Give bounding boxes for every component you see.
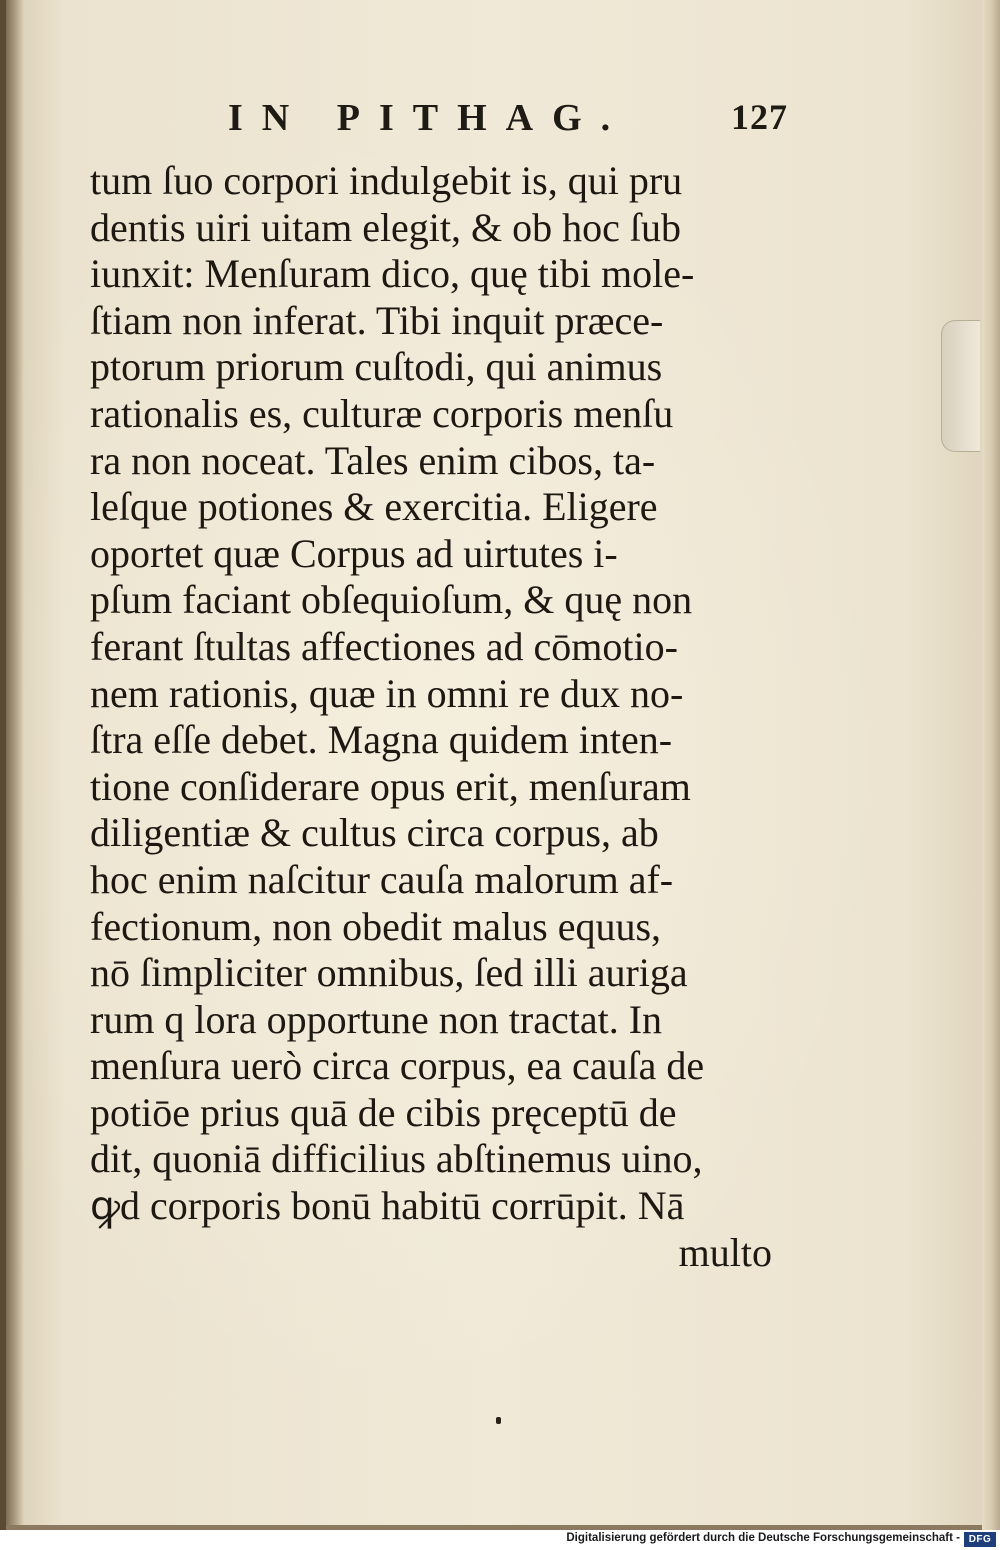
ink-mark xyxy=(496,1417,501,1424)
text-line: ſtra eſſe debet. Magna quidem inten- xyxy=(90,717,673,763)
text-line: ꝙd corporis bonū habitū corrūpit. Nā xyxy=(90,1183,685,1229)
running-head xyxy=(228,96,788,146)
text-line: fectionum, non obedit malus equus, xyxy=(90,903,662,949)
text-line: tum ſuo corpori indulgebit is, qui pru xyxy=(90,158,683,203)
running-head-title: IN PITHAG. xyxy=(228,97,630,139)
text-line: menſura uerò circa corpus, ea cauſa de xyxy=(90,1043,705,1089)
text-line: nō ſimpliciter omnibus, ſed illi auriga xyxy=(90,950,688,996)
text-line: nem rationis, quæ in omni re dux no- xyxy=(90,670,684,716)
text-line: rationalis es, culturæ corporis menſu xyxy=(90,390,674,436)
text-line: leſque potiones & exercitia. Eligere xyxy=(90,484,658,530)
body-text xyxy=(90,158,780,1276)
page-gutter xyxy=(6,0,24,1525)
text-line: ptorum priorum cuſtodi, qui animus xyxy=(90,344,663,390)
text-line: tione conſiderare opus erit, menſuram xyxy=(90,763,691,809)
text-line: oportet quæ Corpus ad uirtutes i- xyxy=(90,530,618,576)
text-line: ra non noceat. Tales enim cibos, ta- xyxy=(90,437,656,483)
catchword: multo xyxy=(678,1229,772,1275)
page-tab-clip xyxy=(941,320,980,452)
text-line: pſum faciant obſequioſum, & quę non xyxy=(90,577,693,623)
funding-credit: Digitalisierung gefördert durch die Deutsche Forschungsgemeinschaft - xyxy=(566,1532,960,1544)
book-page xyxy=(6,0,982,1531)
text-line: dit, quoniā difficilius abſtinemus uino, xyxy=(90,1136,703,1182)
text-line: diligentiæ & cultus circa corpus, ab xyxy=(90,810,659,856)
digitization-footer xyxy=(0,1530,1000,1550)
text-line: dentis uiri uitam elegit, & ob hoc ſub xyxy=(90,204,682,250)
page-number: 127 xyxy=(731,97,788,137)
dfg-logo: DFG xyxy=(964,1532,996,1547)
text-line: potiōe prius quā de cibis pręceptū de xyxy=(90,1089,677,1135)
text-line: ferant ſtultas affectiones ad cōmotio- xyxy=(90,623,678,669)
text-line: iunxit: Menſuram dico, quę tibi mole- xyxy=(90,251,695,297)
text-line: hoc enim naſcitur cauſa malorum af- xyxy=(90,856,674,902)
text-line: ſtiam non inferat. Tibi inquit præce- xyxy=(90,297,664,343)
text-line: rum q lora opportune non tractat. In xyxy=(90,996,663,1042)
